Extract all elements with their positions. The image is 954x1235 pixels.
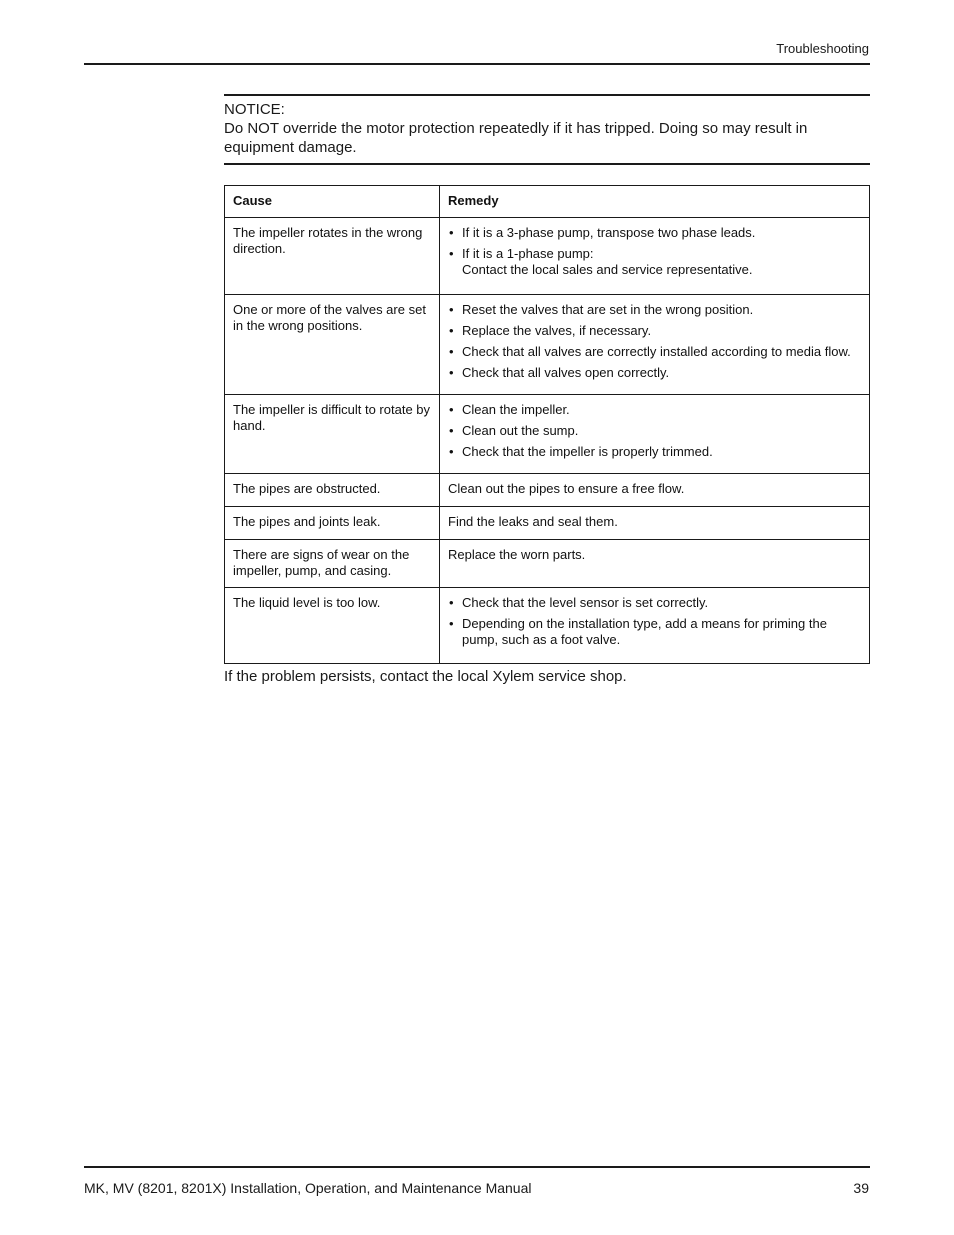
table-row	[225, 474, 870, 507]
remedy-item: • Depending on the installation type, add a means for priming the pump, such as a foot valve.	[448, 616, 861, 648]
footer-title: MK, MV (8201, 8201X) Installation, Operation, and Maintenance Manual	[84, 1180, 532, 1196]
notice-box	[224, 94, 870, 165]
table-row	[225, 395, 870, 474]
table-row	[225, 540, 870, 588]
table-row	[225, 295, 870, 395]
remedy-cell	[440, 295, 870, 395]
remedy-item-text: If it is a 1-phase pump:	[462, 246, 594, 261]
remedy-item: • Reset the valves that are set in the wrong position.	[448, 302, 861, 318]
remedy-cell	[440, 218, 870, 295]
table-header-row	[225, 186, 870, 218]
cause-cell: The impeller rotates in the wrong direction.	[225, 218, 440, 295]
cause-cell: One or more of the valves are set in the wrong positions.	[225, 295, 440, 395]
section-header: Troubleshooting	[776, 41, 869, 56]
column-header-cause: Cause	[225, 186, 440, 218]
persist-note: If the problem persists, contact the local Xylem service shop.	[224, 668, 627, 685]
cause-cell: The impeller is difficult to rotate by hand.	[225, 395, 440, 474]
remedy-item: • Check that the level sensor is set correctly.	[448, 595, 861, 611]
cause-cell: The liquid level is too low.	[225, 588, 440, 664]
remedy-item: • Replace the valves, if necessary.	[448, 323, 861, 339]
cause-cell: The pipes and joints leak.	[225, 507, 440, 540]
header-rule	[84, 63, 870, 65]
troubleshooting-table	[224, 185, 870, 664]
remedy-note: Contact the local sales and service representative.	[462, 262, 753, 277]
footer-rule	[84, 1166, 870, 1168]
page-number: 39	[853, 1180, 869, 1196]
table-row	[225, 507, 870, 540]
remedy-cell: Find the leaks and seal them.	[440, 507, 870, 540]
remedy-item: • Check that the impeller is properly trimmed.	[448, 444, 861, 460]
column-header-remedy: Remedy	[440, 186, 870, 218]
notice-text: Do NOT override the motor protection repeatedly if it has tripped. Doing so may result in equipment damage.	[224, 120, 808, 156]
notice-label: NOTICE:	[224, 101, 285, 118]
remedy-item: • Clean the impeller.	[448, 402, 861, 418]
remedy-item: • Check that all valves are correctly installed according to media flow.	[448, 344, 861, 360]
remedy-cell	[440, 588, 870, 664]
remedy-item: • If it is a 3-phase pump, transpose two phase leads.	[448, 225, 861, 241]
cause-cell: There are signs of wear on the impeller, pump, and casing.	[225, 540, 440, 588]
remedy-item: • Clean out the sump.	[448, 423, 861, 439]
remedy-cell: Clean out the pipes to ensure a free flow.	[440, 474, 870, 507]
cause-cell: The pipes are obstructed.	[225, 474, 440, 507]
remedy-item	[448, 246, 861, 278]
remedy-item: • Check that all valves open correctly.	[448, 365, 861, 381]
remedy-cell: Replace the worn parts.	[440, 540, 870, 588]
table-row	[225, 588, 870, 664]
table-row	[225, 218, 870, 295]
remedy-cell	[440, 395, 870, 474]
